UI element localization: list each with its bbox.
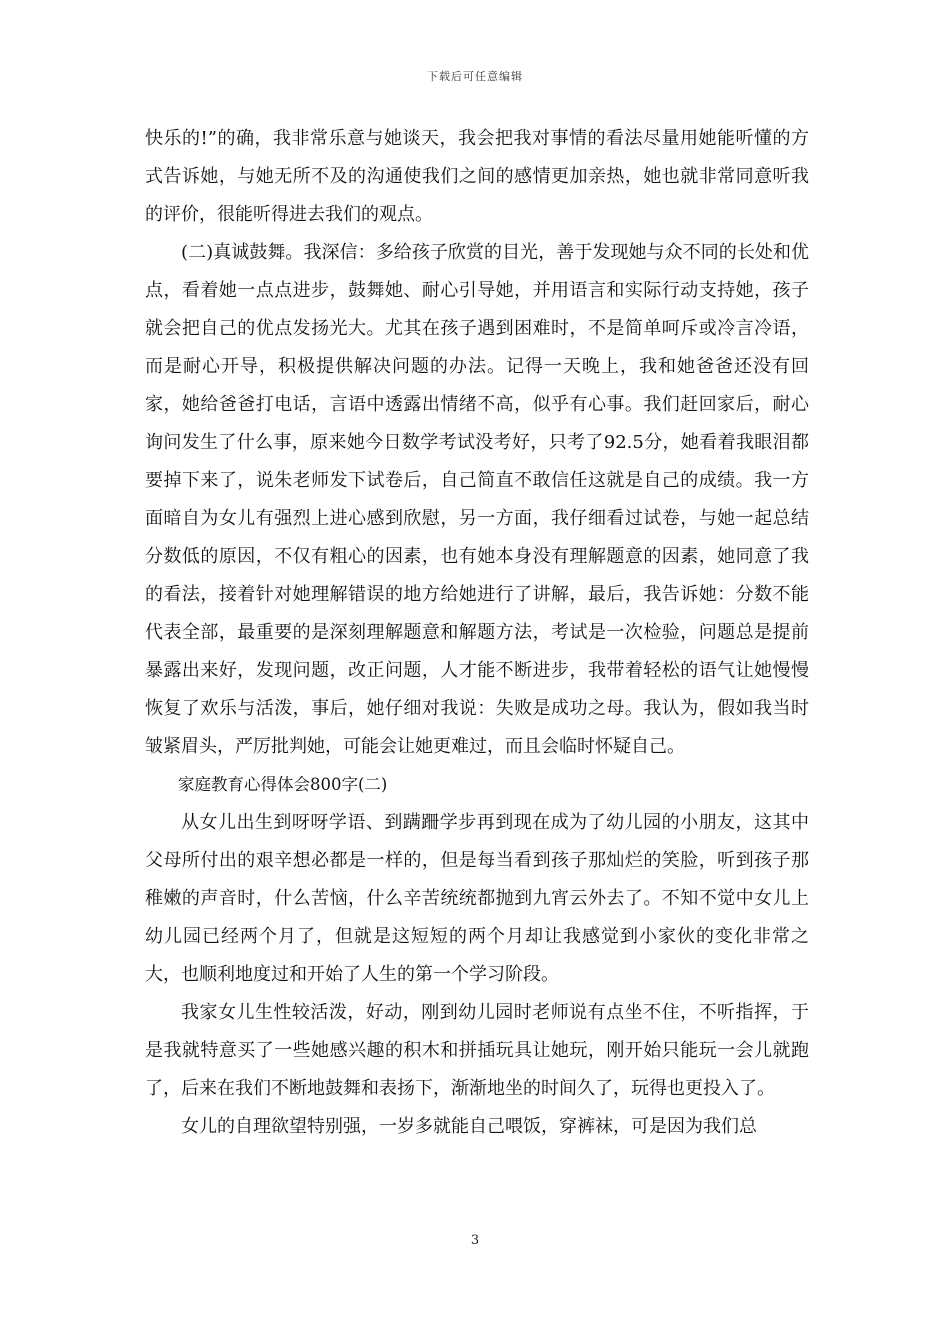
section-heading: 家庭教育心得体会800字(二) <box>178 775 388 794</box>
page-number: 3 <box>470 1233 480 1248</box>
paragraph-self-care: 女儿的自理欲望特别强，一岁多就能自己喂饭，穿裤袜，可是因为我们总 <box>181 1116 757 1137</box>
paragraph-active-nature: 我家女儿生性较活泼，好动，刚到幼儿园时老师说有点坐不住，不听指挥，于是我就特意买了一些她感兴趣的积木和拼插玩具让她玩，刚开始只能玩一会儿就跑了，后来在我们不断地鼓舞和表扬下，渐渐地坐的时间久了，玩得也更投入了。 <box>145 1002 809 1099</box>
document-body <box>145 120 809 1146</box>
page-header: 下载后可任意编辑 <box>427 70 523 83</box>
paragraph-daughter-growth: 从女儿出生到呀呀学语、到蹒跚学步再到现在成为了幼儿园的小朋友，这其中父母所付出的艰辛想必都是一样的，但是每当看到孩子那灿烂的笑脸，听到孩子那稚嫩的声音时，什么苦恼，什么辛苦统统都抛到九宵云外去了。不知不觉中女儿上幼儿园已经两个月了，但就是这短短的两个月却让我感觉到小家伙的变化非常之大，也顺利地度过和开始了人生的第一个学习阶段。 <box>145 812 809 985</box>
paragraph-encouragement: (二)真诚鼓舞。我深信：多给孩子欣赏的目光，善于发现她与众不同的长处和优点，看着她一点点进步，鼓舞她、耐心引导她，并用语言和实际行动支持她，孩子就会把自己的优点发扬光大。尤其在孩子遇到困难时，不是简单呵斥或冷言冷语，而是耐心开导，积极提供解决问题的办法。记得一天晚上，我和她爸爸还没有回家，她给爸爸打电话，言语中透露出情绪不高，似乎有心事。我们赶回家后，耐心询问发生了什么事，原来她今日数学考试没考好，只考了92.5分，她看着我眼泪都要掉下来了，说朱老师发下试卷后，自己简直不敢信任这就是自己的成绩。我一方面暗自为女儿有强烈上进心感到欣慰，另一方面，我仔细看过试卷，与她一起总结分数低的原因，不仅有粗心的因素，也有她本身没有理解题意的因素，她同意了我的看法，接着针对她理解错误的地方给她进行了讲解，最后，我告诉她：分数不能代表全部，最重要的是深刻理解题意和解题方法，考试是一次检验，问题总是提前暴露出来好，发现问题，改正问题，人才能不断进步，我带着轻松的语气让她慢慢恢复了欢乐与活泼，事后，她仔细对我说：失败是成功之母。我认为，假如我当时皱紧眉头，严厉批判她，可能会让她更难过，而且会临时怀疑自己。 <box>145 242 809 757</box>
paragraph-continuation: 快乐的!”的确，我非常乐意与她谈天，我会把我对事情的看法尽量用她能听懂的方式告诉她，与她无所不及的沟通使我们之间的感情更加亲热，她也就非常同意听我的评价，很能听得进去我们的观点。 <box>145 128 809 225</box>
